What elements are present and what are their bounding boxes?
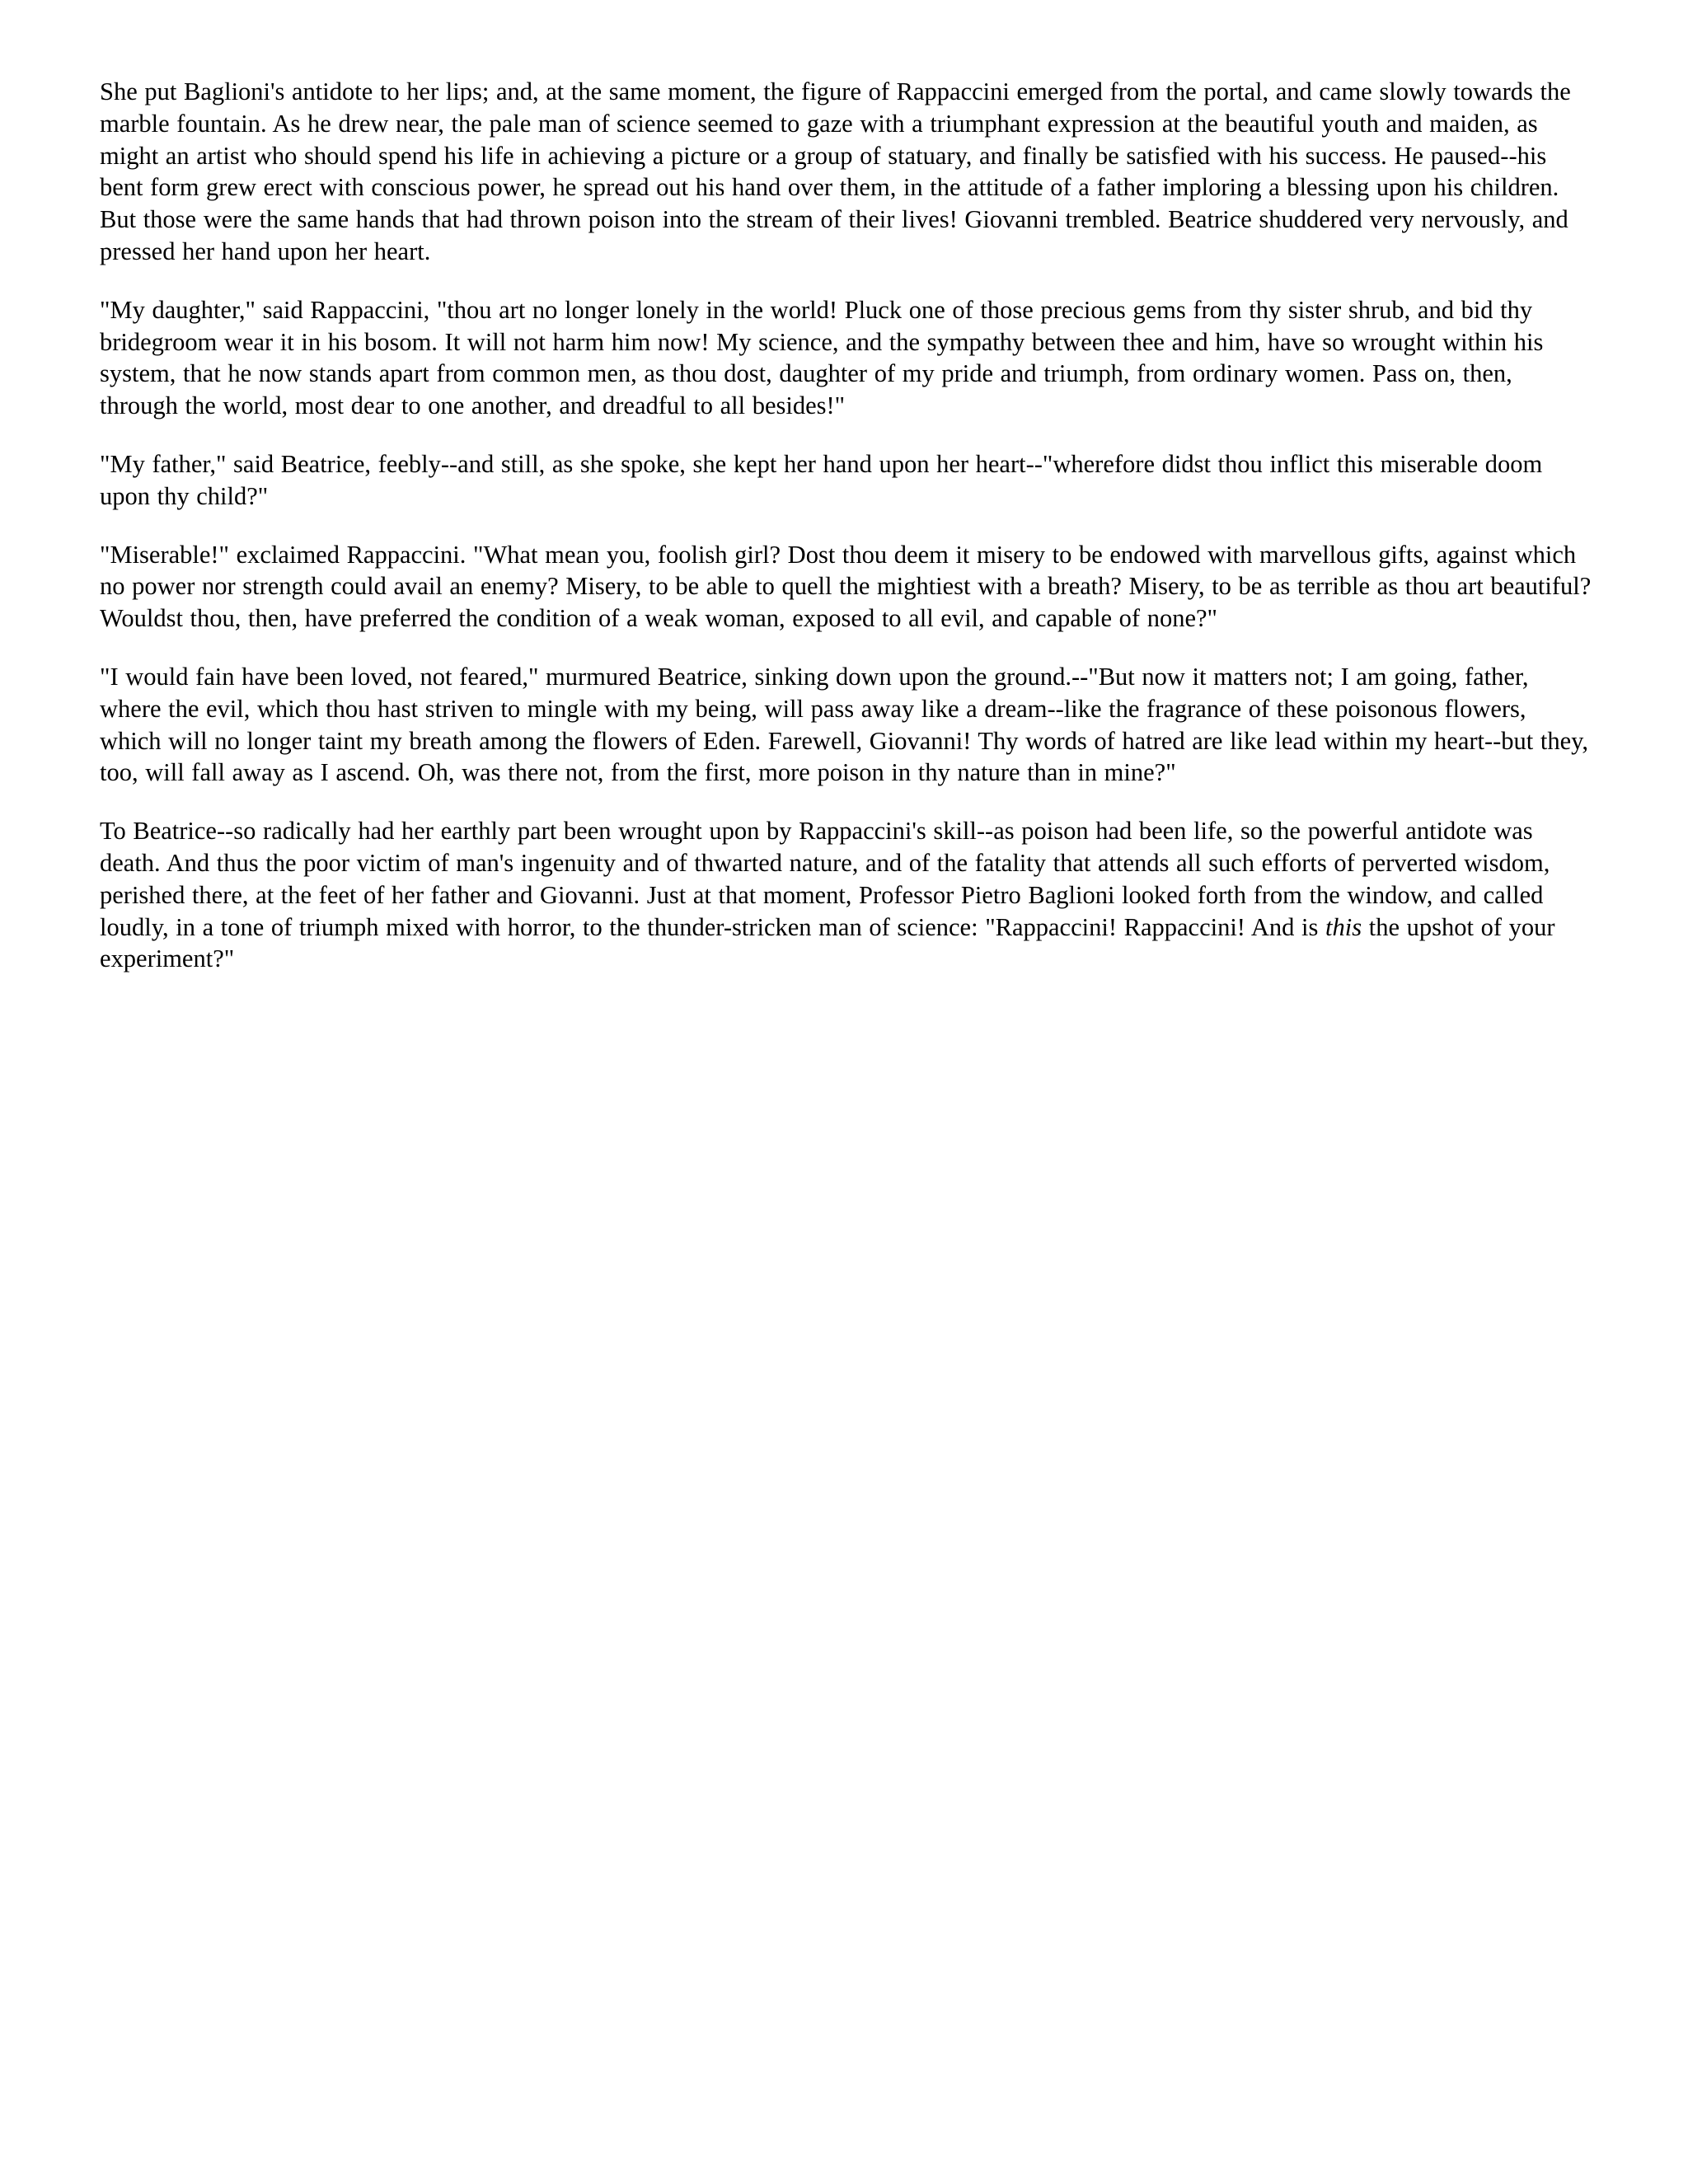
- conclusion-text-start: To Beatrice--so radically had her earthly part been wrought upon by Rappaccini's skill--as poison had been life, so the powerful antidote was death. And thus the poor victim of man's ingenuity and of thwarted nature, and of the fatality that attends all such efforts of perverted wisdom, perished there, at the feet of her father and Giovanni. Just at that moment, Professor Pietro Baglioni looked forth from the window, and called loudly, in a tone of triumph mixed with horror, to the thunder-stricken man of science: "Rappaccini! Rappaccini! And is: [100, 817, 1550, 941]
- paragraph-beatrice-farewell: "I would fain have been loved, not feared," murmured Beatrice, sinking down upon the ground.--"But now it matters not; I am going, father, where the evil, which thou hast striven to mingle with my being, will pass away like a dream--like the fragrance of these poisonous flowers, which will no longer taint my breath among the flowers of Eden. Farewell, Giovanni! Thy words of hatred are like lead within my heart--but they, too, will fall away as I ascend. Oh, was there not, from the first, more poison in thy nature than in mine?": [100, 662, 1589, 787]
- paragraph-conclusion: [100, 815, 1592, 975]
- emphasized-word: this: [1325, 912, 1362, 941]
- conclusion-text-end: the upshot of your experiment?": [100, 912, 1555, 973]
- paragraph-beatrice-question: "My father," said Beatrice, feebly--and still, as she spoke, she kept her hand upon her heart--"wherefore didst thou inflict this miserable doom upon thy child?": [100, 449, 1543, 510]
- paragraph-miserable: "Miserable!" exclaimed Rappaccini. "What mean you, foolish girl? Dost thou deem it misery to be endowed with marvellous gifts, against which no power nor strength could avail an enemy? Misery, to be able to quell the mightiest with a breath? Misery, to be as terrible as thou art beautiful? Wouldst thou, then, have preferred the condition of a weak woman, exposed to all evil, and capable of none?": [100, 540, 1592, 633]
- paragraph-antidote: She put Baglioni's antidote to her lips; and, at the same moment, the figure of Rappaccini emerged from the portal, and came slowly towards the marble fountain. As he drew near, the pale man of science seemed to gaze with a triumphant expression at the beautiful youth and maiden, as might an artist who should spend his life in achieving a picture or a group of statuary, and finally be satisfied with his success. He paused--his bent form grew erect with conscious power, he spread out his hand over them, in the attitude of a father imploring a blessing upon his children. But those were the same hands that had thrown poison into the stream of their lives! Giovanni trembled. Beatrice shuddered very nervously, and pressed her hand upon her heart.: [100, 77, 1571, 265]
- paragraph-rappaccini-blessing: "My daughter," said Rappaccini, "thou art no longer lonely in the world! Pluck one of those precious gems from thy sister shrub, and bid thy bridegroom wear it in his bosom. It will not harm him now! My science, and the sympathy between thee and him, have so wrought within his system, that he now stands apart from common men, as thou dost, daughter of my pride and triumph, from ordinary women. Pass on, then, through the world, most dear to one another, and dreadful to all besides!": [100, 295, 1544, 420]
- document-body: [100, 76, 1592, 1001]
